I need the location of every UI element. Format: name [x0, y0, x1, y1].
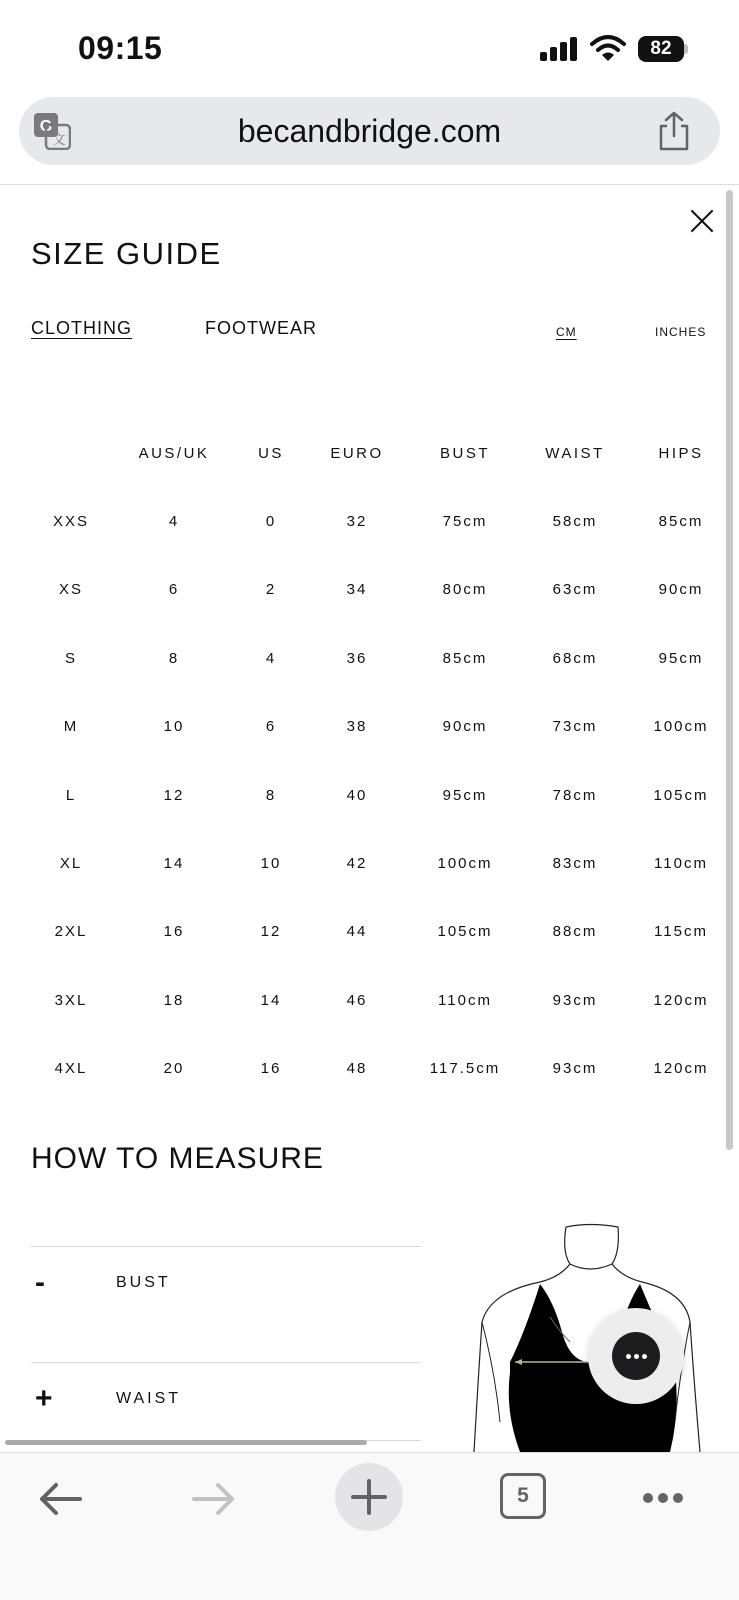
- waist-measure: 58cm: [552, 513, 598, 530]
- divider: [31, 1246, 421, 1247]
- more-icon[interactable]: [640, 1483, 686, 1513]
- measure-label: BUST: [116, 1274, 171, 1291]
- euro-size: 42: [346, 855, 368, 872]
- bust-measure: 85cm: [442, 649, 488, 667]
- aus-uk-size: 10: [163, 718, 185, 736]
- status-time: 09:15: [78, 30, 163, 66]
- column-header: BUST: [439, 445, 491, 462]
- euro-size: 40: [346, 786, 368, 804]
- aus-uk-size: 16: [163, 923, 185, 941]
- column-header: HIPS: [658, 445, 704, 462]
- size-label: L: [65, 786, 77, 804]
- size-label: 4XL: [54, 1060, 88, 1078]
- size-label: M: [63, 718, 79, 736]
- measure-item-waist[interactable]: [31, 1382, 421, 1422]
- column-header: EURO: [330, 445, 384, 462]
- hips-measure: 90cm: [658, 581, 704, 599]
- hips-measure: 95cm: [658, 649, 704, 667]
- bust-measure: 117.5cm: [429, 1060, 501, 1078]
- address-bar[interactable]: [19, 97, 720, 165]
- table-row: [0, 650, 739, 680]
- us-size: 4: [265, 649, 277, 667]
- waist-measure: 73cm: [552, 718, 598, 736]
- unit-toggle-cm[interactable]: CM: [556, 325, 577, 339]
- us-size: 6: [265, 718, 277, 736]
- us-size: 16: [260, 1060, 282, 1078]
- euro-size: 44: [346, 923, 368, 941]
- aus-uk-size: 12: [163, 786, 185, 804]
- expand-icon[interactable]: +: [35, 1382, 53, 1415]
- us-size: 8: [265, 786, 277, 804]
- table-header-row: [0, 445, 739, 475]
- unit-toggle-inches[interactable]: INCHES: [655, 325, 707, 339]
- waist-measure: 93cm: [552, 991, 598, 1009]
- table-row: [0, 581, 739, 611]
- us-size: 0: [265, 513, 277, 530]
- column-header: WAIST: [545, 445, 605, 462]
- waist-measure: 93cm: [552, 1060, 598, 1078]
- waist-measure: 63cm: [552, 581, 598, 599]
- aus-uk-size: 20: [163, 1060, 185, 1078]
- plus-icon[interactable]: [335, 1463, 403, 1531]
- column-header: US: [258, 445, 284, 462]
- waist-measure: 83cm: [552, 855, 598, 872]
- url-text[interactable]: becandbridge.com: [237, 113, 502, 149]
- hips-measure: 105cm: [653, 786, 709, 804]
- collapse-icon[interactable]: -: [35, 1266, 45, 1299]
- browser-toolbar: [0, 1452, 739, 1600]
- battery-level: 82: [638, 36, 684, 62]
- waist-measure: 88cm: [552, 923, 598, 941]
- table-row: [0, 855, 739, 885]
- chat-icon[interactable]: [612, 1332, 660, 1380]
- euro-size: 36: [346, 649, 368, 667]
- new-tab-button[interactable]: [335, 1463, 403, 1531]
- us-size: 12: [260, 923, 282, 941]
- bust-measure: 75cm: [442, 513, 488, 530]
- back-arrow-icon[interactable]: [36, 1479, 84, 1519]
- euro-size: 46: [346, 991, 368, 1009]
- tabs-icon[interactable]: 5: [500, 1473, 546, 1519]
- aus-uk-size: 18: [163, 991, 185, 1009]
- bust-measure: 105cm: [437, 923, 493, 941]
- hips-measure: 100cm: [653, 718, 709, 736]
- table-row: [0, 787, 739, 817]
- battery-icon: [638, 36, 688, 62]
- chat-button[interactable]: [588, 1308, 684, 1404]
- cellular-signal-icon: [540, 37, 578, 61]
- share-icon[interactable]: [656, 111, 692, 151]
- bust-measure: 100cm: [437, 855, 493, 872]
- hips-measure: 115cm: [654, 923, 708, 941]
- aus-uk-size: 14: [163, 855, 185, 872]
- euro-size: 34: [346, 581, 368, 599]
- size-label: S: [64, 649, 78, 667]
- table-row: [0, 1060, 739, 1090]
- hips-measure: 85cm: [658, 513, 704, 530]
- size-label: 3XL: [54, 991, 88, 1009]
- wifi-icon: [590, 34, 626, 62]
- waist-measure: 68cm: [552, 649, 598, 667]
- size-label: XXS: [52, 513, 90, 530]
- divider: [31, 1362, 421, 1363]
- tab-clothing[interactable]: CLOTHING: [31, 318, 133, 338]
- column-header: AUS/UK: [138, 445, 210, 462]
- divider: [0, 184, 739, 185]
- euro-size: 38: [346, 718, 368, 736]
- waist-measure: 78cm: [552, 786, 598, 804]
- bust-measure: 95cm: [442, 786, 488, 804]
- us-size: 10: [260, 855, 282, 872]
- hips-measure: 120cm: [653, 991, 709, 1009]
- euro-size: 32: [346, 513, 368, 530]
- aus-uk-size: 4: [168, 513, 180, 530]
- size-label: 2XL: [54, 923, 88, 941]
- bust-measure: 80cm: [442, 581, 488, 599]
- forward-arrow-icon[interactable]: [190, 1479, 238, 1519]
- table-row: [0, 923, 739, 953]
- table-row: [0, 718, 739, 748]
- aus-uk-size: 6: [168, 581, 180, 599]
- size-label: XS: [58, 581, 84, 599]
- page-title: SIZE GUIDE: [31, 236, 222, 271]
- status-bar: [0, 0, 739, 95]
- tab-footwear[interactable]: FOOTWEAR: [205, 318, 317, 338]
- euro-size: 48: [346, 1060, 368, 1078]
- section-title: HOW TO MEASURE: [31, 1142, 324, 1175]
- us-size: 2: [265, 581, 277, 599]
- measure-label: WAIST: [116, 1390, 182, 1407]
- bust-measure: 110cm: [438, 991, 492, 1009]
- aus-uk-size: 8: [168, 649, 180, 667]
- measure-item-bust[interactable]: [31, 1266, 421, 1306]
- hips-measure: 110cm: [654, 855, 708, 872]
- svg-text:文: 文: [52, 132, 66, 147]
- table-row: [0, 513, 739, 543]
- size-label: XL: [59, 855, 83, 872]
- us-size: 14: [260, 991, 282, 1009]
- bust-measure: 90cm: [442, 718, 488, 736]
- horizontal-scrollbar[interactable]: [5, 1440, 367, 1445]
- hips-measure: 120cm: [653, 1060, 709, 1078]
- svg-text:G: G: [39, 118, 53, 135]
- table-row: [0, 992, 739, 1022]
- close-icon[interactable]: [690, 209, 714, 233]
